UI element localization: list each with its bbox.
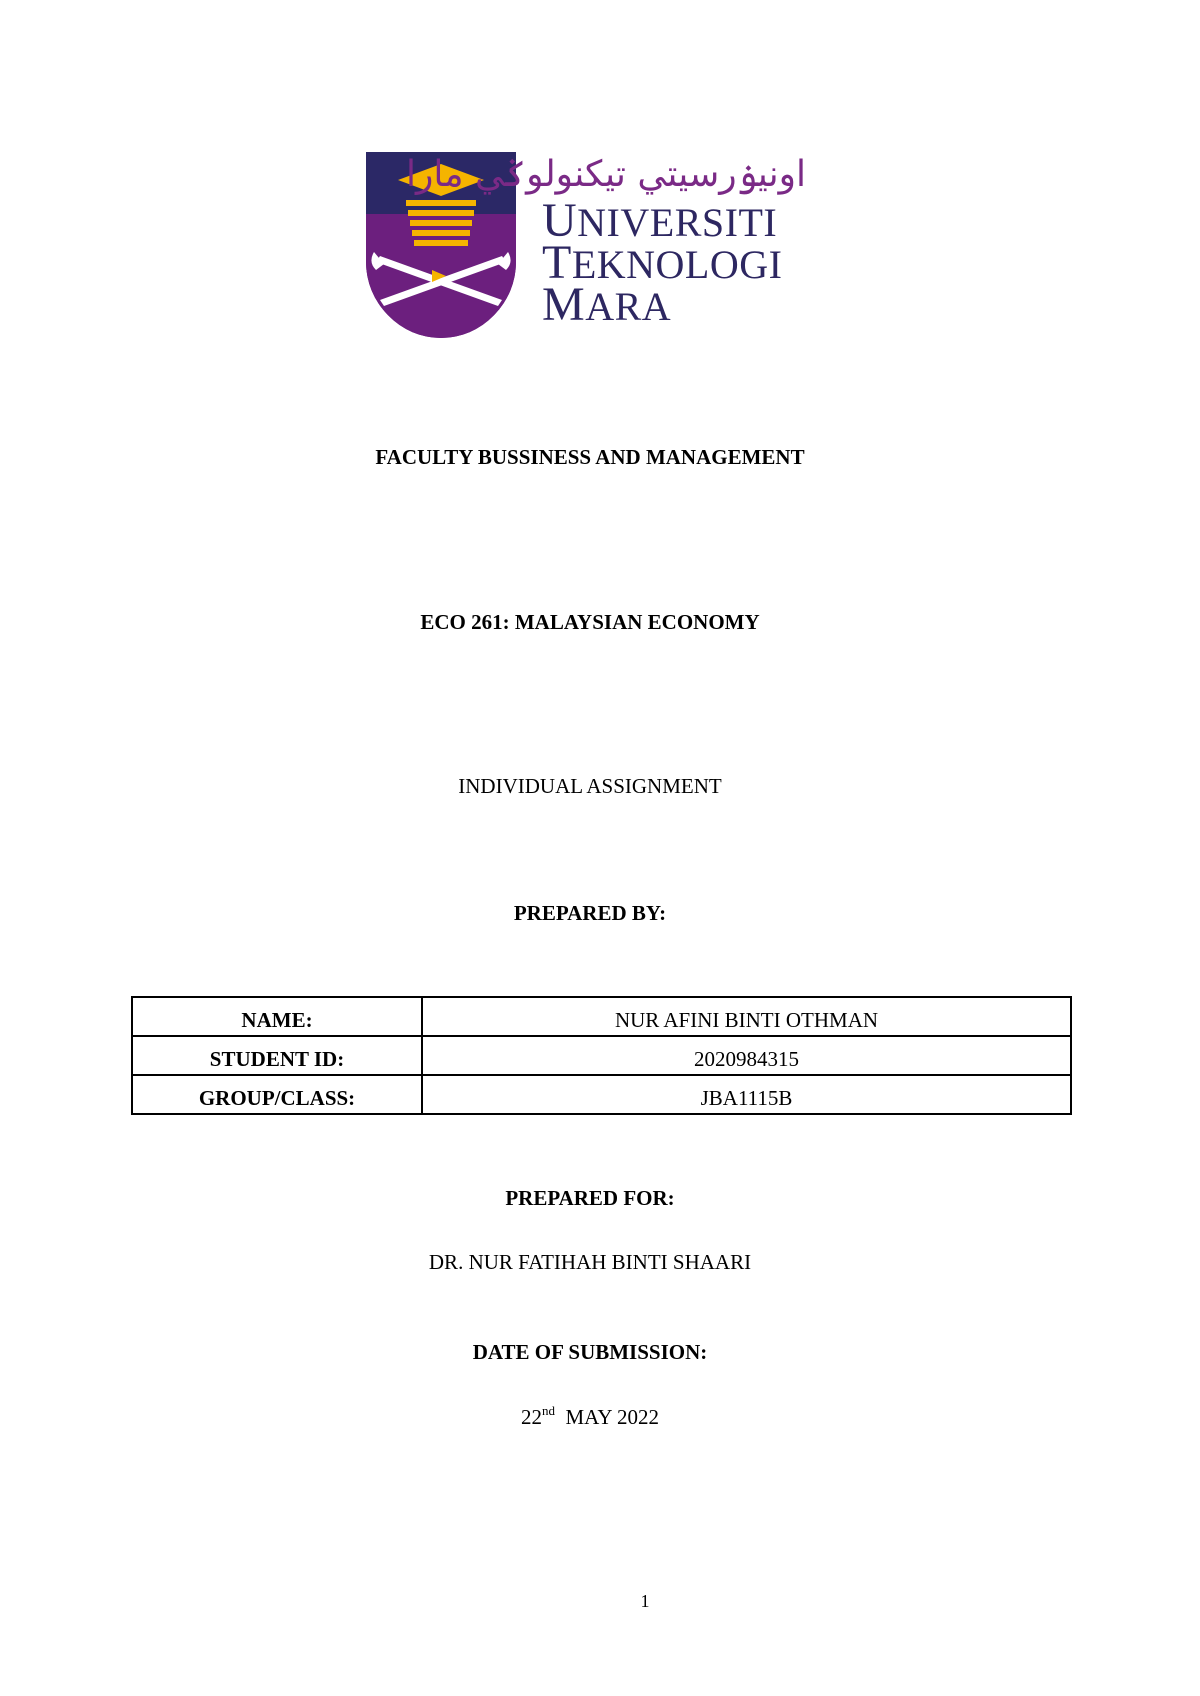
assignment-type: INDIVIDUAL ASSIGNMENT — [458, 774, 722, 798]
table-row — [132, 1036, 1071, 1075]
student-id-value: 2020984315 — [422, 1036, 1071, 1075]
logo-word-universiti: UNIVERSITI — [542, 194, 778, 247]
prepared-for-heading: PREPARED FOR: — [505, 1186, 675, 1210]
lecturer-name: DR. NUR FATIHAH BINTI SHAARI — [428, 1250, 752, 1274]
date-suffix: nd — [541, 1403, 555, 1418]
page-number: 1 — [640, 1591, 650, 1611]
table-row — [132, 1075, 1071, 1114]
group-class-label: GROUP/CLASS: — [132, 1075, 422, 1114]
uitm-logo — [366, 150, 806, 340]
name-label: NAME: — [132, 997, 422, 1036]
logo-word-mara: MARA — [542, 278, 672, 331]
faculty-title: FACULTY BUSSINESS AND MANAGEMENT — [375, 445, 805, 469]
logo-jawi-text: اونيۏرسيتي تيکنولوݢي مارا — [405, 154, 806, 195]
group-class-value: JBA1115B — [422, 1075, 1071, 1114]
prepared-by-heading: PREPARED BY: — [513, 901, 667, 925]
student-info-table — [131, 996, 1072, 1115]
name-value: NUR AFINI BINTI OTHMAN — [422, 997, 1071, 1036]
date-of-submission-heading: DATE OF SUBMISSION: — [472, 1340, 708, 1364]
date-month-year: MAY 2022 — [565, 1405, 660, 1429]
course-title: ECO 261: MALAYSIAN ECONOMY — [420, 610, 760, 634]
logo-word-teknologi: TEKNOLOGI — [542, 236, 783, 289]
table-row — [132, 997, 1071, 1036]
date-day: 22 — [520, 1405, 542, 1429]
submission-date — [0, 1404, 1190, 1430]
student-id-label: STUDENT ID: — [132, 1036, 422, 1075]
